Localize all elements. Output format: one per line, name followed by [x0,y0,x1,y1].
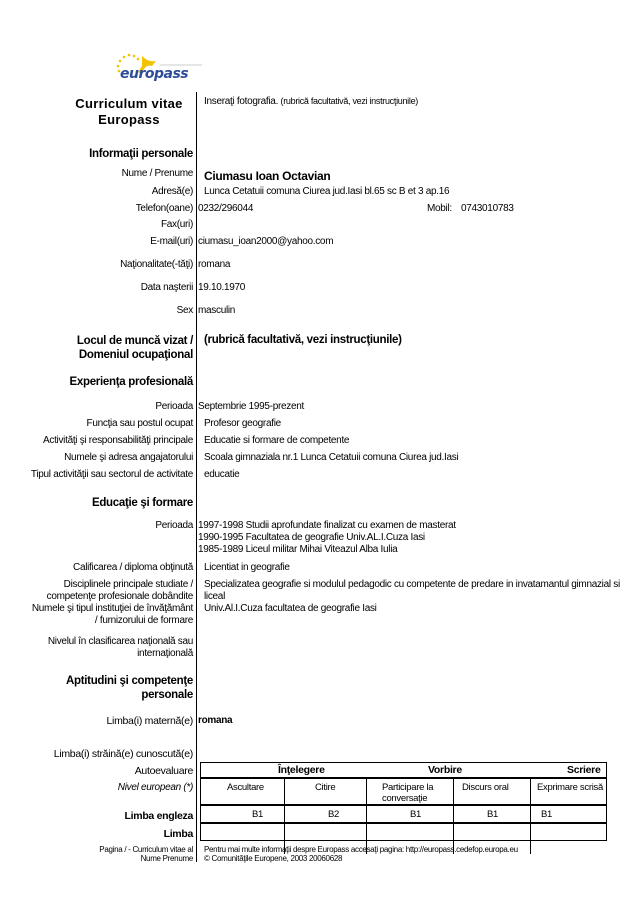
group-understanding: Înţelegere [278,764,325,776]
foreign-languages-label: Limba(i) străină(e) cunoscută(e) [53,748,193,760]
language-name-2: Limba [163,828,193,840]
photo-placeholder[interactable] [204,96,418,107]
edu-level-label [48,636,193,660]
section-skills-line2: personale [141,689,193,701]
column-divider [196,92,197,862]
edu-level-label-line1: Nivelul în clasificarea naţională sau [47,636,193,647]
edu-period-line-2: 1990-1995 Facultatea de geografie Univ.AL.I.Cuza Iasi [198,532,425,543]
fax-label: Fax(uri) [160,219,193,230]
name-label: Nume / Prenume [121,168,193,179]
edu-subjects-label [47,579,193,603]
edu-qualification-label: Calificarea / diploma obţinută [73,562,193,573]
address-value: Lunca Cetatuii comuna Ciurea jud.Iasi bl.65 sc B et 3 ap.16 [204,186,450,197]
exp-employer-label: Numele şi adresa angajatorului [64,452,193,463]
section-education: Educaţie şi formare [91,497,193,509]
self-assessment-label: Autoevaluare [134,765,193,777]
sub-written: Exprimare scrisă [537,782,603,793]
sex-label: Sex [176,305,193,316]
mobile-label: Mobil: [427,203,452,214]
footer-right-line1[interactable]: Pentru mai multe informaţii despre Europass accesaţi pagina: http://europass.cedefop.europa.eu [204,845,518,854]
europass-wordmark: europass [120,66,189,82]
mother-tongue-value: romana [198,715,233,726]
edu-subjects-label-line2: competenţe profesionale dobândite [46,591,193,602]
lang-row-2 [200,823,607,841]
edu-qualification-value: Licentiat in geografie [204,562,290,573]
edu-institution-value: Univ.Al.I.Cuza facultatea de geografie Iasi [204,603,377,614]
cv-title-line2: Europass [98,112,160,127]
edu-period-label: Perioada [155,520,193,531]
footer-left-line1: Pagina / - Curriculum vitae al [99,845,193,854]
exp-period-value: Septembrie 1995-prezent [198,401,304,412]
sub-conversation: Participare la conversaţie [382,782,434,804]
exp-period-label: Perioada [155,401,193,412]
edu-institution-label-line2: / furnizorului de formare [94,615,193,626]
sub-oral: Discurs oral [462,782,509,793]
footer-left-line2: Nume Prenume [140,854,193,863]
job-target-line2: Domeniul ocupaţional [78,349,193,361]
mother-tongue-label: Limba(i) maternă(e) [106,715,193,727]
edu-subjects-value-line2: liceal [204,591,225,602]
mobile-value: 0743010783 [461,203,514,214]
exp-sector-value: educatie [204,469,240,480]
section-personal-info: Informaţii personale [89,148,193,160]
edu-subjects-value-line1: Specializatea geografie si modulul pedagodic cu competente de predare in invatamantul gimnazial si [204,579,620,590]
footer-right-line2: © Comunităţile Europene, 2003 20060628 [204,854,343,863]
birth-date-label: Data naşterii [140,282,193,293]
exp-activities-value: Educatie si formare de competente [204,435,350,446]
footer-right [204,845,518,863]
cv-title [70,96,188,128]
edu-institution-label [32,603,193,627]
job-target-value: (rubrică facultativă, vezi instrucţiunile) [204,334,402,346]
address-label: Adresă(e) [151,186,193,197]
lang1-oral: B1 [487,809,499,820]
email-value[interactable]: ciumasu_ioan2000@yahoo.com [198,236,334,247]
lang1-written: B1 [541,809,553,820]
email-label: E-mail(uri) [150,236,193,247]
edu-period-line-1: 1997-1998 Studii aprofundate finalizat cu examen de masterat [198,520,456,531]
edu-level-label-line2: internaţională [137,648,193,659]
photo-label: Inseraţi fotografia. [204,96,279,107]
sub-reading: Citire [315,782,336,793]
phone-label: Telefon(oane) [135,203,193,214]
name-value: Ciumasu Ioan Octavian [204,169,331,183]
section-skills-line1: Aptitudini şi competenţe [66,675,193,687]
footer-left [99,845,193,863]
section-skills [66,674,193,702]
section-experience: Experienţa profesională [69,376,193,388]
language-name-1: Limba engleza [124,810,193,822]
europass-logo [112,52,202,86]
nationality-label: Naţionalitate(-tăţi) [120,259,193,270]
lang-table-group-row [200,762,607,778]
birth-date-value: 19.10.1970 [198,282,246,293]
group-writing: Scriere [567,764,601,776]
edu-period-line-3: 1985-1989 Liceul militar Mihai Viteazul Alba Iulia [198,544,398,555]
cv-title-line1: Curriculum vitae [75,96,183,111]
edu-subjects-label-line1: Disciplinele principale studiate / [63,579,193,590]
sub-listening: Ascultare [227,782,264,793]
exp-position-value: Profesor geografie [204,418,281,429]
phone-value: 0232/296044 [198,203,254,214]
exp-sector-label: Tipul activităţii sau sectorul de activitate [30,469,193,480]
section-job-target [77,334,193,362]
job-target-line1: Locul de muncă vizat / [76,335,193,347]
sex-value: masculin [198,305,236,316]
european-level-label: Nivel european (*) [117,782,193,793]
lang1-reading: B2 [328,809,340,820]
exp-employer-value: Scoala gimnaziala nr.1 Lunca Cetatuii comuna Ciurea jud.Iasi [204,452,459,463]
edu-institution-label-line1: Numele şi tipul instituţiei de învăţământ [31,603,193,614]
exp-activities-label: Activităţi şi responsabilităţi principale [43,435,193,446]
group-speaking: Vorbire [428,764,462,776]
photo-note: (rubrică facultativă, vezi instrucţiunile) [280,96,418,106]
exp-position-label: Funcţia sau postul ocupat [86,418,193,429]
lang1-listening: B1 [252,809,264,820]
lang1-conversation: B1 [410,809,422,820]
nationality-value: romana [198,259,231,270]
